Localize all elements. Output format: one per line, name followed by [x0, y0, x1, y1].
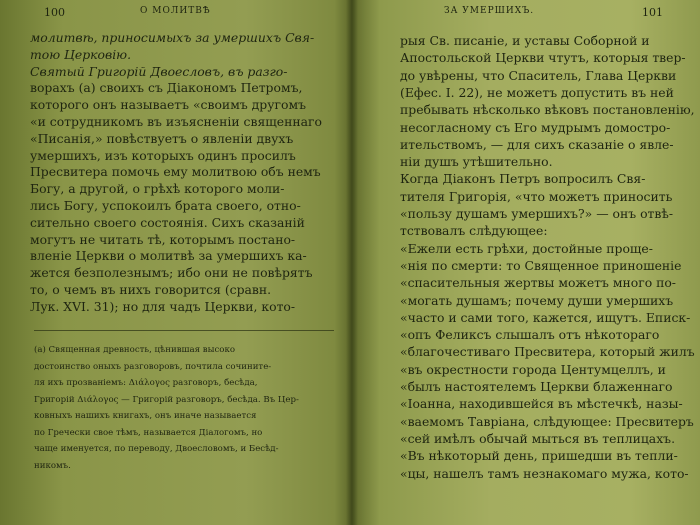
text-line: Апостольской Церкви чтутъ, которыя твер-	[400, 50, 686, 66]
footnote-line: Григорій Διάλογος — Григорій разговоръ, бесѣда. Въ Цер-	[34, 394, 299, 405]
text-line: «ваемомъ Тавріана, слѣдующее: Пресвитеръ	[400, 413, 694, 429]
text-line: «Ежели есть грѣхи, достойные проще-	[400, 240, 653, 256]
book-gutter	[346, 0, 358, 525]
footnote-line: ля ихъ прозваніемъ: Διάλογος разговоръ, бесѣда,	[34, 378, 258, 388]
footnote-line: ковныхъ нашихъ книгахъ, онъ иначе называется	[34, 411, 257, 421]
text-line: «благочестиваго Пресвитера, который жилъ	[400, 344, 695, 360]
text-line: «могать душамъ; почему души умершихъ	[400, 292, 674, 308]
text-line: (Ефес. I. 22), не можетъ допустить въ ней	[400, 84, 674, 100]
text-line: «и сотрудникомъ въ изъясненіи священнаго	[30, 114, 322, 129]
text-line: тителя Григорія, «что можетъ приносить	[400, 188, 673, 204]
left-running-header: О МОЛИТВѢ	[140, 6, 211, 16]
text-line: «Іоанна, находившейся въ мѣстечкѣ, назы-	[400, 396, 683, 412]
footnote-line: достоинство оныхъ разговоровъ, почтила сочините-	[34, 361, 272, 372]
left-page-number: 100	[44, 6, 65, 19]
text-line: тствовалъ слѣдующее:	[400, 223, 548, 239]
footnote-line: никомъ.	[34, 460, 71, 471]
text-line: могутъ не читать тѣ, которымъ постано-	[30, 231, 296, 247]
text-line: молитвѣ, приносимыхъ за умершихъ Свя-	[30, 30, 315, 45]
text-line: Святый Григорій Двоесловъ, въ разго-	[30, 63, 288, 79]
text-line: до увѣрены, что Спаситель, Глава Церкви	[400, 67, 677, 83]
right-page	[352, 0, 700, 525]
text-line: сительно своего состоянія. Сихъ сказаній	[30, 214, 305, 230]
text-line: умершихъ, изъ которыхъ одинъ просилъ	[30, 147, 296, 163]
text-line: ніи душъ утѣшительно.	[400, 154, 553, 170]
footnote-line: чаще именуется, по переводу, Двоесловомъ, и Бесѣд-	[34, 444, 279, 454]
text-line: вленіе Церкви о молитвѣ за умершихъ ка-	[30, 248, 307, 264]
text-line: Когда Діаконъ Петръ вопросилъ Свя-	[400, 171, 646, 187]
text-line: жется безполезнымъ; ибо они не повѣрятъ	[30, 265, 313, 281]
text-line: тою Церковію.	[30, 46, 132, 62]
right-page-number: 101	[642, 6, 663, 19]
text-line: Богу, а другой, о грѣхѣ которого моли-	[30, 181, 285, 197]
right-running-header: ЗА УМЕРШИХЪ.	[444, 6, 535, 16]
footnote-rule	[34, 330, 334, 331]
text-line: «часто и сами того, кажется, ищутъ. Еписк-	[400, 309, 691, 325]
footnote-line: (а) Священная древность, цѣнившая высоко	[34, 345, 236, 355]
footnote-line: по Гречески свое тѣмъ, называется Діалогомъ, но	[34, 427, 263, 438]
text-line: «цы, нашелъ тамъ незнакомаго мужа, кото-	[400, 465, 689, 481]
text-line: «былъ настоятелемъ Церкви блаженнаго	[400, 379, 673, 394]
text-line: «Писанія,» повѣствуетъ о явленіи двухъ	[30, 130, 294, 146]
text-line: пребывать нѣсколько вѣковъ постановленію,	[400, 102, 695, 118]
text-line: «сей имѣлъ обычай мыться въ теплицахъ.	[400, 430, 676, 446]
text-line: «нія по смерти: то Священное приношеніе	[400, 257, 682, 273]
text-line: Лук. XVI. 31); но для чадъ Церкви, кото-	[30, 298, 296, 314]
text-line: лись Богу, успокоилъ брата своего, отно-	[30, 198, 301, 213]
text-line: рыя Св. писаніе, и уставы Соборной и	[400, 33, 650, 48]
text-line: Пресвитера помочь ему молитвою объ немъ	[30, 164, 321, 180]
text-line: «въ окрестности города Центумцеллъ, и	[400, 361, 666, 377]
text-line: «Въ нѣкоторый день, пришедши въ тепли-	[400, 448, 678, 464]
text-line: «опъ Феликсъ слышалъ отъ нѣкотораго	[400, 327, 660, 343]
text-line: несогласному съ Его мудрымъ домостро-	[400, 119, 671, 135]
text-line: ительствомъ, — для сихъ сказаніе о явле-	[400, 136, 674, 152]
text-line: «спасительныя жертвы можетъ много по-	[400, 275, 676, 291]
text-line: ворахъ (а) своихъ съ Діакономъ Петромъ,	[30, 80, 303, 96]
text-line: которого онъ называетъ «своимъ другомъ	[30, 97, 306, 113]
text-line: «пользу душамъ умершихъ?» — онъ отвѣ-	[400, 206, 674, 221]
text-line: то, о чемъ въ нихъ говорится (сравн.	[30, 282, 272, 297]
